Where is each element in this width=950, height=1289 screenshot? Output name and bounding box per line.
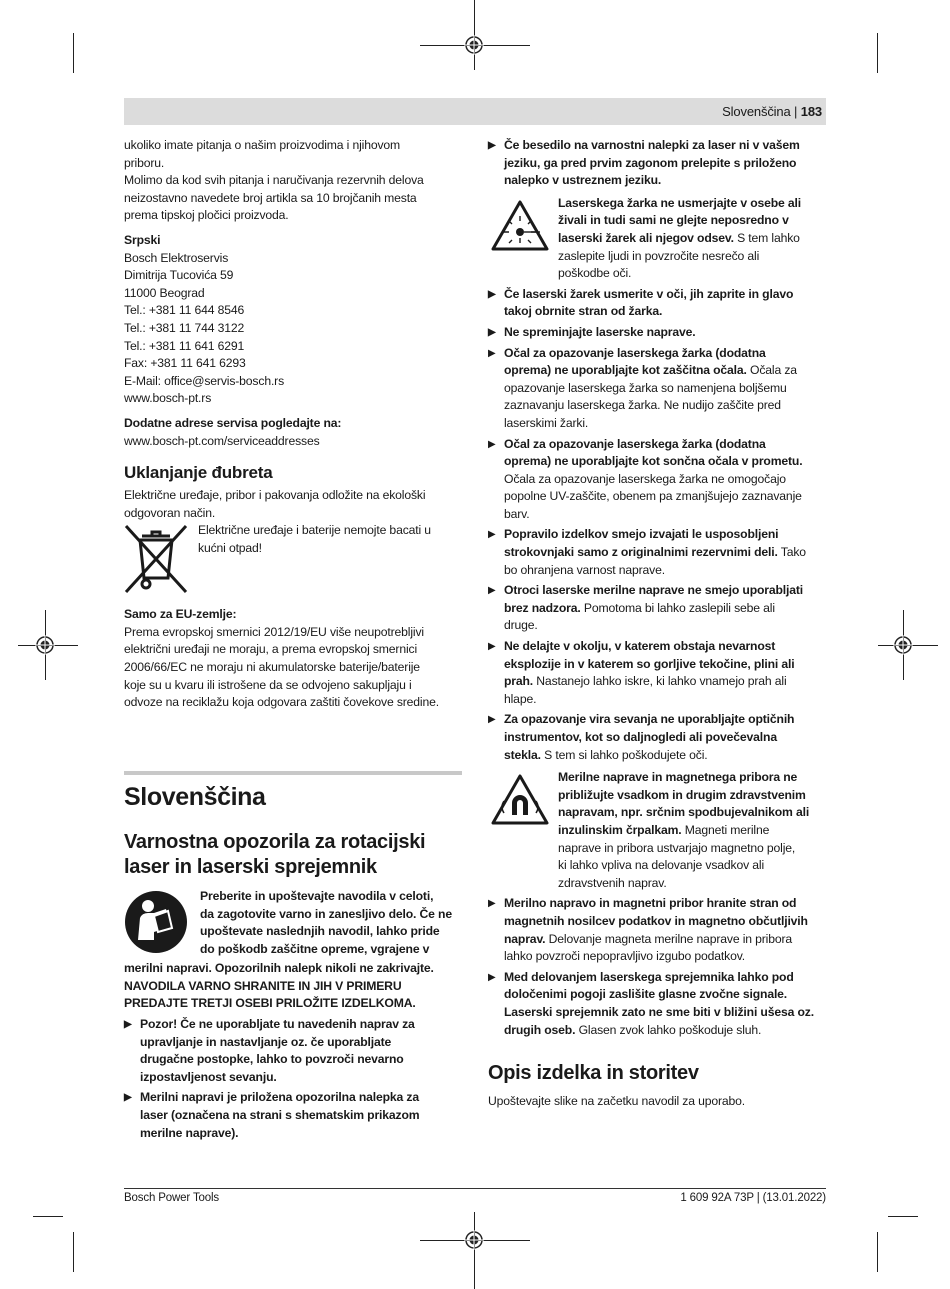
text-line: merilni napravi. Opozorilnih nalepk nikoli ne zakrivajte. [124, 961, 434, 975]
address-line: 11000 Beograd [124, 285, 205, 300]
text-line: S tem si lahko poškodujete oči. [540, 747, 708, 762]
footer-brand: Bosch Power Tools [124, 1192, 220, 1204]
service-addresses-link[interactable]: www.bosch-pt.com/serviceaddresses [124, 433, 320, 448]
address-line: Dimitrija Tucovića 59 [124, 268, 234, 283]
bullet-item [488, 137, 828, 190]
text-line: Laserskega žarka ne usmerjajte v osebe ali [558, 195, 802, 210]
text-line: odvoze na reciklažu koja odgovara zaštiti čovekove sredine. [124, 695, 439, 710]
text-line: Magneti merilne [681, 822, 770, 837]
text-line: oprema) ne uporabljajte kot zaščitna očala. [504, 363, 747, 378]
text-line: ▶ Ne delajte v okolju, v katerem obstaja nevarnost [504, 639, 776, 654]
magnet-warning-text [558, 769, 828, 892]
text-line: koje su u kvaru ili istrošene da se odvojeno sakupljaju i [124, 677, 412, 692]
disposal-text [124, 487, 464, 522]
bullet-item [488, 638, 828, 708]
intro-text [124, 137, 464, 172]
text-line: upravljanje in nastavljanje oz. če uporabljate [140, 1034, 392, 1049]
text-line: izpostavljenost sevanju. [140, 1069, 277, 1084]
text-line: prah. [504, 674, 534, 689]
text-line: nalepko v ustreznem jeziku. [504, 173, 662, 188]
registration-mark-icon [464, 1230, 484, 1250]
title-line: laser in laserski sprejemnik [124, 856, 377, 878]
text-line: Preberite in upoštevajte navodila v celoti, [200, 889, 434, 903]
text-line: Nastanejo lahko iskre, ki lahko vnamejo prah ali [533, 674, 787, 689]
text-line: opazovanje laserskega žarka so namenjena boljšemu [504, 380, 787, 395]
text-line: Tako [777, 545, 806, 560]
crossed-wheelie-bin-icon [124, 524, 188, 594]
safety-title [124, 830, 464, 880]
text-line: eksplozije in v katerem so gorljive tekočine, plini ali [504, 656, 795, 671]
text-line: določenimi pogoji zaslišite glasne zvočne signale. [504, 987, 788, 1002]
bullet-item [488, 969, 828, 1039]
section-title: Slovenščina [124, 783, 266, 811]
text-line: Očala za opazovanje laserskega žarka ne omogočajo [504, 471, 786, 486]
text-line: ▶ Merilni napravi je priložena opozorilna nalepka za [140, 1090, 419, 1105]
text-line: naprav. [504, 931, 546, 946]
text-line: ▶ Za opazovanje vira sevanja ne uporabljajte optičnih [504, 712, 795, 727]
text-line: Merilne naprave in magnetnega pribora ne [558, 770, 798, 785]
text-line: upoštevate naslednjih navodil, lahko pride [200, 924, 440, 939]
address-line: Bosch Elektroservis [124, 250, 229, 265]
text-line: zaslepite ljudi in povzročite nesrečo ali [558, 248, 760, 263]
phone-line: Tel.: +381 11 644 8546 [124, 303, 245, 318]
text-line: neizostavno navedete broj artikla sa 10 brojčanih mesta [124, 190, 417, 205]
text-line: ▶ Popravilo izdelkov smejo izvajati le usposobljeni [504, 527, 779, 542]
phone-line: Tel.: +381 11 641 6291 [124, 338, 245, 353]
text-line: bo ohranjena varnost naprave. [504, 562, 665, 577]
text-line: takoj obrnite stran od žarka. [504, 304, 663, 319]
title-line: Varnostna opozorila za rotacijski [124, 831, 426, 853]
bullet-item [488, 711, 828, 764]
product-text: Upoštevajte slike na začetku navodil za uporabo. [488, 1094, 746, 1108]
bullet-item [488, 526, 828, 579]
bullet-item [124, 1016, 464, 1086]
left-bullets [124, 1016, 464, 1142]
header-language: Slovenščina [722, 104, 791, 119]
address-block [124, 250, 464, 408]
text-line: ukoliko imate pitanja o našim proizvodima i njihovom [124, 138, 401, 152]
read-warning-text [200, 888, 464, 958]
text-line: živali in tudi sami ne glejte neposredno v [558, 213, 789, 228]
text-line: 2006/66/EC ne moraju ni akumulatorske baterije/baterije [124, 660, 420, 675]
text-line: lahko povzroči nepopravljivo izgubo podatkov. [504, 949, 745, 964]
text-line: ki lahko vpliva na delovanje vsadkov ali [558, 858, 765, 873]
text-line: S tem lahko [733, 230, 800, 245]
product-heading: Opis izdelka in storitev [488, 1062, 699, 1084]
text-line: brez nadzora. [504, 600, 581, 615]
magnet-warning-icon [490, 773, 550, 827]
website-link[interactable]: www.bosch-pt.rs [124, 391, 212, 406]
text-line: kućni otpad! [198, 540, 262, 555]
eu-heading: Samo za EU-zemlje: [124, 607, 237, 622]
text-line: električni uređaji ne moraju, a prema evropskoj smernici [124, 642, 418, 657]
laser-warning-block [488, 195, 828, 283]
text-line: instrumentov, kot so daljnogledi ali povečevalna [504, 730, 777, 744]
text-line: oprema) ne uporabljajte kot sončna očala v prometu. [504, 454, 803, 469]
disposal-icon-row [124, 522, 464, 600]
bullet-item [488, 582, 828, 635]
text-line: NAVODILA VARNO SHRANITE IN JIH V PRIMERU [124, 978, 402, 993]
bullet-item [488, 436, 828, 524]
text-line: druge. [504, 618, 538, 633]
registration-mark-icon [464, 35, 484, 55]
text-line: drugačne postopke, lahko to povzroči nevarno [140, 1052, 404, 1067]
text-line: laserskimi žarki. [504, 415, 589, 430]
text-line: zdravstvenih naprav. [558, 875, 667, 890]
email-link[interactable]: E-Mail: office@servis-bosch.rs [124, 373, 285, 388]
text-line: laser (označena na strani s shematskim prikazom [140, 1107, 420, 1122]
text-line: Električne uređaje, pribor i pakovanja odložite na ekološki [124, 488, 426, 503]
text-line: Prema evropskoj smernici 2012/19/EU više neupotrebljivi [124, 624, 424, 639]
more-addresses-heading: Dodatne adrese servisa pogledajte na: [124, 415, 342, 430]
section-rule [124, 771, 462, 775]
laser-warning-icon [490, 199, 550, 253]
text-line: do poškodb zaščitne opreme, vgrajene v [200, 941, 430, 956]
footer-rule [124, 1188, 826, 1189]
text-line: stekla. [504, 747, 541, 762]
bullet-item [488, 286, 828, 321]
text-line: Pomotoma bi lahko zaslepili sebe ali [580, 600, 775, 615]
text-line: Delovanje magneta merilne naprave in pribora [545, 931, 793, 946]
text-line: da zagotovite varno in zanesljivo delo. Če ne [200, 906, 452, 921]
right-column [488, 137, 828, 1039]
text-line: zaznavanju laserskega žarka. Ne nudijo zaščite pred [504, 398, 781, 413]
bullet-item [124, 1089, 464, 1142]
text-line: ▶ Merilno napravo in magnetni pribor hranite stran od [504, 896, 797, 911]
text-line: približujte vsadkom in drugim zdravstvenim [558, 787, 806, 802]
text-line: Električne uređaje i baterije nemojte bacati u [198, 523, 431, 538]
text-line: strokovnjaki samo z originalnimi rezervnimi deli. [504, 545, 778, 560]
text-line: barv. [504, 506, 530, 521]
order-text [124, 172, 464, 225]
text-line: prema tipskoj pločici proizvoda. [124, 208, 289, 223]
laser-warning-text [558, 195, 828, 283]
text-line: Očala za [746, 363, 797, 378]
page-number: 183 [800, 104, 822, 119]
page-header [600, 103, 822, 121]
header-separator: | [794, 104, 798, 119]
text-line: napravam, npr. srčnim spodbujevalnikom ali [558, 805, 810, 820]
eu-text [124, 624, 464, 712]
text-line: priboru. [124, 155, 165, 170]
text-line: ▶ Če laserski žarek usmerite v oči, jih zaprite in glavo [504, 286, 794, 301]
bullet-item [488, 345, 828, 433]
text-line: ▶ Če besedilo na varnostni nalepki za laser ni v vašem [504, 138, 800, 152]
disposal-icon-text [198, 522, 431, 557]
bullet-item [488, 324, 828, 342]
read-warning-continued [124, 960, 464, 1013]
address-heading: Srpski [124, 232, 161, 247]
text-line: Laserski sprejemnik zato ne sme biti v bližini ušesa oz. [504, 1004, 814, 1019]
text-line: ▶ Očal za opazovanje laserskega žarka (dodatna [504, 436, 766, 451]
bullet-item [488, 895, 828, 965]
text-line: drugih oseb. [504, 1022, 576, 1037]
text-line: PREDAJTE TRETJI OSEBI PRILOŽITE IZDELKOMA. [124, 996, 416, 1011]
text-line: poškodbe oči. [558, 266, 632, 281]
text-line: hlape. [504, 691, 537, 706]
text-line: Glasen zvok lahko poškoduje sluh. [575, 1022, 762, 1037]
magnet-warning-block [488, 769, 828, 892]
fax-line: Fax: +381 11 641 6293 [124, 356, 246, 371]
text-line: ▶ Očal za opazovanje laserskega žarka (dodatna [504, 345, 766, 360]
text-line: jeziku, ga pred prvim zagonom prelepite s priloženo [504, 155, 797, 170]
text-line: laserski žarek ali njegov odsev. [558, 230, 734, 245]
text-line: odgovoran način. [124, 505, 216, 520]
read-manual-icon [124, 890, 188, 954]
footer-doc-id: 1 609 92A 73P | (13.01.2022) [680, 1192, 826, 1204]
text-line: merilne naprave). [140, 1125, 239, 1140]
text-line: ▶ Otroci laserske merilne naprave ne smejo uporabljati [504, 583, 804, 598]
text-line: naprave in pribora ustvarjajo magnetno polje, [558, 840, 796, 855]
text-line: magnetnih nosilcev podatkov in magnetno občutljivih [504, 913, 808, 928]
disposal-heading: Uklanjanje đubreta [124, 463, 273, 483]
phone-line: Tel.: +381 11 744 3122 [124, 320, 245, 335]
text-line: inzulinskim črpalkam. [558, 822, 682, 837]
left-column [124, 137, 464, 712]
registration-mark-icon [893, 635, 913, 655]
text-line: ▶ Med delovanjem laserskega sprejemnika lahko pod [504, 969, 794, 984]
registration-mark-icon [35, 635, 55, 655]
text-line: ▶ Pozor! Če ne uporabljate tu navedenih naprav za [140, 1017, 415, 1031]
text-line: ▶ Ne spreminjajte laserske naprave. [504, 324, 696, 339]
text-line: popolne UV-zaščite, obenem pa zmanjšujejo zaznavanje [504, 489, 802, 504]
text-line: Molimo da kod svih pitanja i naručivanja rezervnih delova [124, 173, 424, 188]
